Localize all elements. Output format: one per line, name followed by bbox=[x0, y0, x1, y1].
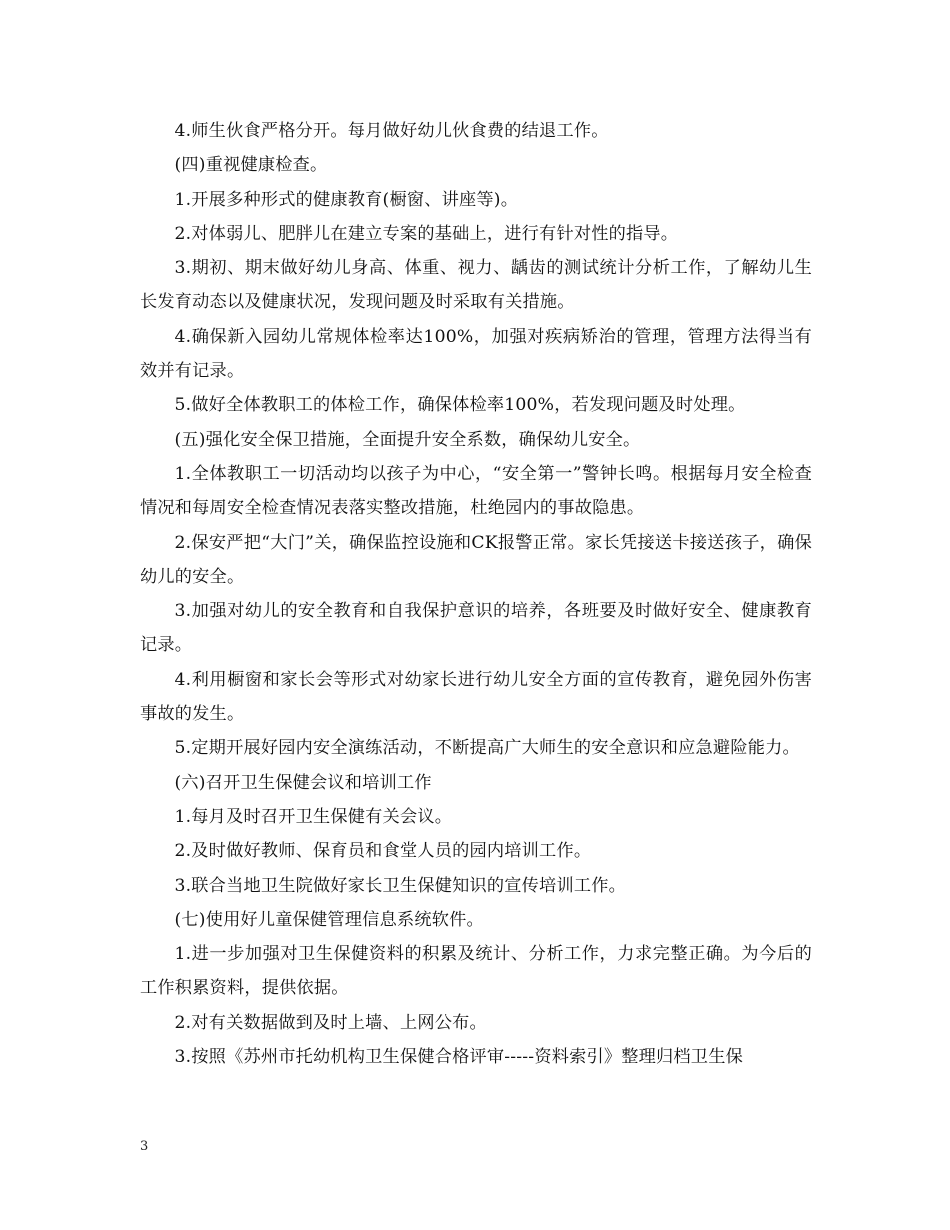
document-body bbox=[140, 114, 812, 1074]
paragraph-3: 2.对体弱儿、肥胖儿在建立专案的基础上，进行有针对性的指导。 bbox=[174, 223, 679, 244]
paragraph-5: 4.确保新入园幼儿常规体检率达100%，加强对疾病矫治的管理，管理方法得当有效并有记录。 bbox=[140, 326, 812, 382]
paragraph-9: 3.加强对幼儿的安全教育和自我保护意识的培养，各班要及时做好安全、健康教育记录。 bbox=[140, 601, 812, 656]
section-heading-7: (七)使用好儿童保健管理信息系统软件。 bbox=[174, 909, 484, 930]
paragraph-17: 3.按照《苏州市托幼机构卫生保健合格评审-----资料索引》整理归档卫生保 bbox=[174, 1047, 743, 1068]
paragraph-14: 3.联合当地卫生院做好家长卫生保健知识的宣传培训工作。 bbox=[174, 875, 626, 896]
section-heading-5: (五)强化安全保卫措施，全面提升安全系数，确保幼儿安全。 bbox=[174, 429, 641, 450]
paragraph-10: 4.利用橱窗和家长会等形式对幼家长进行幼儿安全方面的宣传教育，避免园外伤害事故的发生。 bbox=[140, 669, 812, 725]
paragraph-6: 5.做好全体教职工的体检工作，确保体检率100%，若发现问题及时处理。 bbox=[174, 395, 746, 416]
paragraph-1: 4.师生伙食严格分开。每月做好幼儿伙食费的结退工作。 bbox=[174, 121, 609, 141]
paragraph-2: 1.开展多种形式的健康教育(橱窗、讲座等)。 bbox=[174, 189, 519, 210]
paragraph-15: 1.进一步加强对卫生保健资料的积累及统计、分析工作，力求完整正确。为今后的工作积累资料，提供依据。 bbox=[140, 944, 812, 999]
section-heading-6: (六)召开卫生保健会议和培训工作 bbox=[174, 772, 432, 793]
section-heading-4: (四)重视健康检查。 bbox=[174, 155, 328, 176]
paragraph-11: 5.定期开展好园内安全演练活动，不断提高广大师生的安全意识和应急避险能力。 bbox=[174, 738, 800, 759]
page-number: 3 bbox=[140, 1139, 149, 1154]
paragraph-16: 2.对有关数据做到及时上墙、上网公布。 bbox=[174, 1012, 487, 1033]
paragraph-13: 2.及时做好教师、保育员和食堂人员的园内培训工作。 bbox=[174, 841, 592, 862]
paragraph-7: 1.全体教职工一切活动均以孩子为中心，“安全第一”警钟长鸣。根据每月安全检查情况和每周安全检查情况表落实整改措施，杜绝园内的事故隐患。 bbox=[140, 463, 812, 519]
paragraph-8: 2.保安严把“大门”关，确保监控设施和CK报警正常。家长凭接送卡接送孩子，确保幼儿的安全。 bbox=[140, 532, 812, 587]
paragraph-4: 3.期初、期末做好幼儿身高、体重、视力、龋齿的测试统计分析工作，了解幼儿生长发育动态以及健康状况，发现问题及时采取有关措施。 bbox=[140, 258, 812, 313]
paragraph-12: 1.每月及时召开卫生保健有关会议。 bbox=[174, 806, 453, 827]
